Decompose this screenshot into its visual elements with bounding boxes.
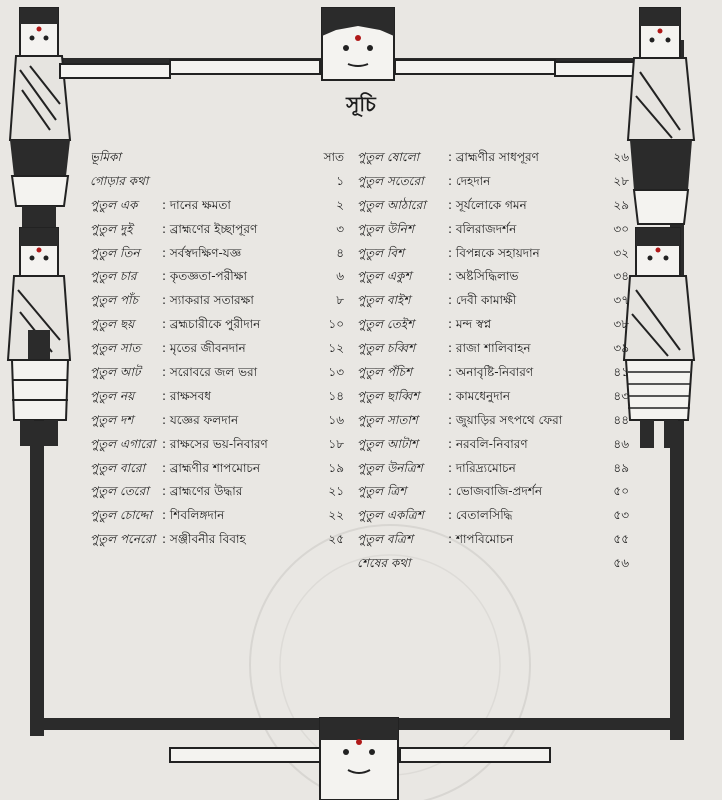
toc-entry [90,265,346,289]
entry-page: ২৫ [328,532,344,547]
entry-title: : দেবী কামাক্ষী [448,293,517,308]
entry-label: পুতুল ছাব্বিশ [357,388,420,403]
entry-title: : স্যাকরার সতারক্ষা [162,293,254,308]
entry-label: পুতুল আটাশ [357,436,419,451]
entry-page: ৫০ [613,484,629,499]
entry-page: ৪৩ [613,388,629,403]
entry-label: পুতুল সাতাশ [357,412,418,427]
toc-entry [357,289,632,313]
toc-entry [90,433,346,457]
entry-label: ভূমিকা [90,150,121,164]
entry-title: : অনাবৃষ্টি-নিবারণ [448,365,534,380]
entry-page: ৩৭ [613,293,629,308]
entry-page: ৩৪ [613,269,629,284]
toc-entry [357,146,632,170]
entry-page: ৩৮ [613,317,629,332]
entry-label: পুতুল এগারো [90,436,156,451]
entry-title: : বিপন্নকে সহায়দান [448,245,540,260]
entry-title: : রাজা শালিবাহন [448,341,531,356]
entry-page: ২২ [328,508,344,523]
entry-label: পুতুল নয় [90,388,135,403]
toc-entry [90,289,346,313]
entry-title: : ব্রাহ্মণীর শাপমোচন [162,460,261,475]
entry-page: সাত [323,150,344,164]
entry-label: পুতুল সতেরো [357,173,424,188]
entry-label: পুতুল আঠারো [357,197,426,212]
toc-entry [357,170,632,194]
entry-label: পুতুল পনেরো [90,532,155,547]
toc-entry [357,385,632,409]
entry-title: : সঞ্জীবনীর বিবাহ [162,532,246,547]
toc-entry [90,337,346,361]
entry-label: পুতুল বাইশ [357,293,411,308]
toc-entry [357,433,632,457]
toc-entry [357,480,632,504]
entry-page: ৮ [336,293,344,308]
entry-title: : যজ্ঞের ফলদান [162,412,239,427]
entry-page: ৩২ [613,245,629,260]
toc-entry [90,480,346,504]
entry-page: ১৩ [328,365,344,380]
entry-title: : নরবলি-নিবারণ [448,436,528,451]
toc-entry [90,528,346,552]
entry-title: : দানের ক্ষমতা [162,197,231,212]
toc-entry [90,504,346,528]
entry-title: : রাক্ষসবধ [162,388,211,403]
entry-label: পুতুল তিন [90,245,140,260]
toc-entry [357,504,632,528]
entry-page: ৪১ [613,365,629,380]
toc-entry [357,528,632,552]
entry-label: পুতুল বারো [90,460,145,475]
entry-title: : দারিদ্র্যমোচন [448,460,516,475]
entry-label: পুতুল তেইশ [357,317,415,332]
toc-entry [357,361,632,385]
entry-title: : মৃতের জীবনদান [162,341,246,356]
entry-label: পুতুল ত্রিশ [357,484,407,499]
entry-title: : অষ্টসিদ্ধিলাভ [448,269,519,284]
entry-label: পুতুল চার [90,269,137,284]
entry-page: ২৯ [613,197,629,212]
entry-page: ১২ [328,341,344,356]
entry-page: ৪৯ [613,460,629,475]
entry-label: পুতুল ষোলো [357,150,420,164]
entry-title: : জুয়াড়ির সৎপথে ফেরা [448,412,563,427]
entry-page: ২ [336,197,344,212]
entry-title: : ব্রহ্মচারীকে পুরীদান [162,317,261,332]
entry-label: পুতুল সাত [90,341,141,356]
entry-page: ২৮ [613,173,629,188]
entry-page: ৪ [336,245,344,260]
entry-page: ১০ [328,317,344,332]
entry-label: পুতুল এক [90,197,138,212]
entry-page: ৩০ [613,221,629,236]
entry-label: পুতুল আট [90,365,141,380]
toc-entry [90,242,346,266]
entry-title: : শাপবিমোচন [448,532,514,547]
entry-label: গোড়ার কথা [90,173,149,188]
entry-page: ২১ [328,484,344,499]
entry-label: পুতুল দশ [90,412,134,427]
entry-page: ৩ [336,221,344,236]
entry-page: ১৬ [328,412,344,427]
entry-title: : মন্দ স্বপ্ন [448,317,492,332]
toc-entry [357,218,632,242]
entry-title: : সরোবরে জল ভরা [162,365,258,380]
entry-label: পুতুল উনিশ [357,221,414,236]
entry-label: পুতুল দুই [90,221,133,236]
entry-page: ৫৬ [613,556,629,571]
toc-entry [90,313,346,337]
entry-label: পুতুল একত্রিশ [357,508,424,523]
toc-entry [357,242,632,266]
entry-title: : ব্রাহ্মণের ইচ্ছাপূরণ [162,221,258,236]
entry-page: ১৯ [328,460,344,475]
toc-entry [357,337,632,361]
entry-title: : সূর্যলোকে গমন [448,197,527,212]
entry-page: ২৬ [613,150,629,164]
entry-page: ১৮ [328,436,344,451]
entry-label: শেষের কথা [357,556,411,571]
entry-title: : দেহদান [448,173,491,188]
entry-label: পুতুল বত্রিশ [357,532,413,547]
entry-title: : ব্রাহ্মণের উদ্ধার [162,484,243,499]
entry-page: ৪৪ [613,412,629,427]
entry-label: পুতুল পাঁচ [90,293,139,308]
entry-label: পুতুল পঁচিশ [357,365,413,380]
entry-title: : বলিরাজদর্শন [448,221,517,236]
entry-label: পুতুল চোদ্দো [90,508,152,523]
entry-label: পুতুল চব্বিশ [357,341,416,356]
entry-title: : বেতালসিদ্ধি [448,508,513,523]
toc-entry [90,409,346,433]
entry-page: ৩৯ [613,341,629,356]
entry-title: : কামধেনুদান [448,388,511,403]
toc-entry [357,457,632,481]
toc-entry [90,361,346,385]
entry-title: : কৃতজ্ঞতা-পরীক্ষা [162,269,247,284]
entry-title: : শিবলিঙ্গদান [162,508,225,523]
entry-page: ৪৬ [613,436,629,451]
entry-label: পুতুল একুশ [357,269,412,284]
toc-entry [90,385,346,409]
toc-entry [90,146,346,170]
entry-page: ১ [336,173,344,188]
entry-label: পুতুল তেরো [90,484,149,499]
entry-page: ৫৫ [613,532,629,547]
toc-right-column [357,146,632,576]
toc-entry [90,170,346,194]
entry-title: : ভোজবাজি-প্রদর্শন [448,484,543,499]
toc-entry [357,552,632,576]
page-title: সূচি [346,92,376,116]
entry-label: পুতুল উনত্রিশ [357,460,423,475]
toc-entry [90,194,346,218]
toc-entry [357,409,632,433]
toc-entry [90,218,346,242]
toc-entry [357,265,632,289]
toc-entry [357,313,632,337]
entry-page: ৬ [336,269,344,284]
entry-title: : সর্বস্বদক্ষিণ-যজ্ঞ [162,245,242,260]
toc-entry [357,194,632,218]
toc-left-column [90,146,346,552]
entry-page: ৫৩ [613,508,629,523]
toc-entry [90,457,346,481]
entry-label: পুতুল বিশ [357,245,405,260]
entry-title: : ব্রাহ্মণীর সাধপূরণ [448,150,539,164]
entry-title: : রাক্ষসের ভয়-নিবারণ [162,436,268,451]
entry-page: ১৪ [328,388,344,403]
entry-label: পুতুল ছয় [90,317,135,332]
